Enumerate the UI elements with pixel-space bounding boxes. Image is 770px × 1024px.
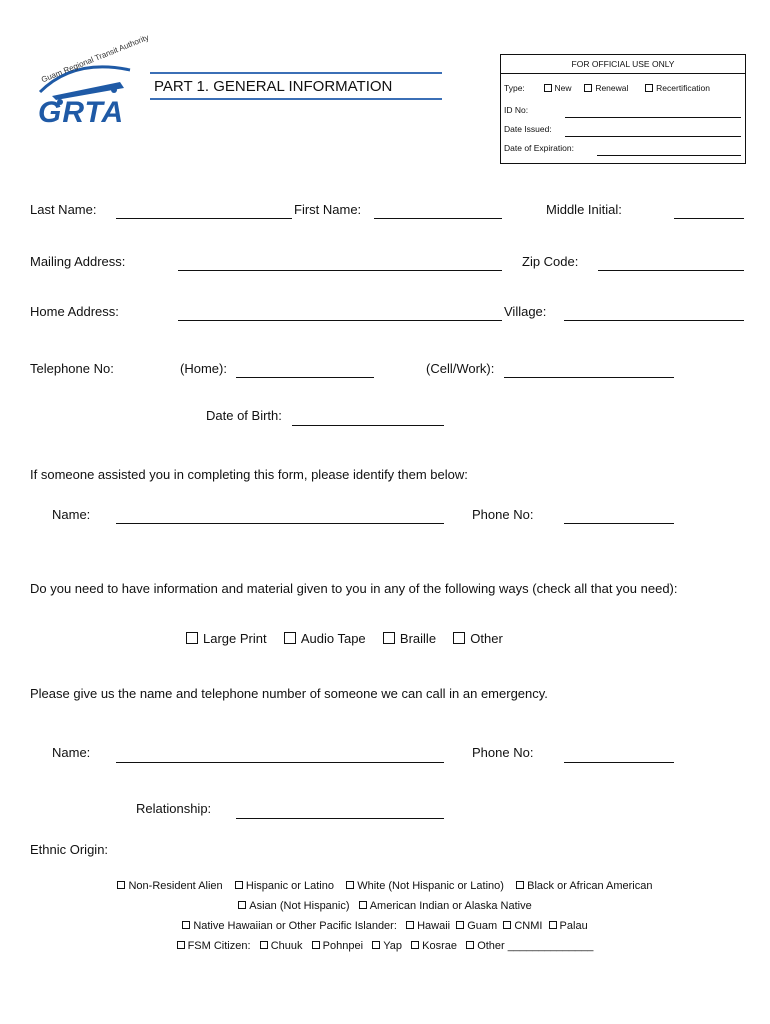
last-name-field[interactable]	[116, 218, 292, 219]
checkbox-icon	[186, 632, 198, 644]
page-title: PART 1. GENERAL INFORMATION	[154, 78, 393, 95]
checkbox-icon	[312, 941, 320, 949]
checkbox-icon	[359, 901, 367, 909]
type-new-checkbox[interactable]: New	[544, 83, 572, 93]
emergency-prompt: Please give us the name and telephone number of someone we can call in an emergency.	[30, 686, 548, 701]
relationship-field[interactable]	[236, 818, 444, 819]
cell-work-label: (Cell/Work):	[426, 361, 495, 376]
type-row	[504, 83, 710, 93]
asian-checkbox[interactable]: Asian (Not Hispanic)	[238, 900, 349, 912]
emergency-phone-field[interactable]	[564, 762, 674, 763]
fsm-citizen-checkbox[interactable]: FSM Citizen:	[177, 940, 251, 952]
yap-checkbox[interactable]: Yap	[372, 940, 402, 952]
mailing-address-field[interactable]	[178, 270, 502, 271]
checkbox-icon	[466, 941, 474, 949]
checkbox-icon	[260, 941, 268, 949]
american-indian-checkbox[interactable]: American Indian or Alaska Native	[359, 900, 532, 912]
type-label: Type:	[504, 83, 525, 93]
guam-checkbox[interactable]: Guam	[456, 920, 497, 932]
checkbox-icon	[549, 921, 557, 929]
emergency-name-label: Name:	[52, 745, 91, 760]
ethnic-row-3	[0, 920, 770, 932]
checkbox-icon	[177, 941, 185, 949]
chuuk-checkbox[interactable]: Chuuk	[260, 940, 303, 952]
ethnic-row-4	[0, 940, 770, 952]
mailing-address-label: Mailing Address:	[30, 254, 126, 269]
zip-code-field[interactable]	[598, 270, 744, 271]
ethnic-origin-label: Ethnic Origin:	[30, 842, 109, 857]
formats-prompt: Do you need to have information and material given to you in any of the following ways (check all that you need):	[30, 581, 678, 596]
village-label: Village:	[504, 304, 547, 319]
checkbox-icon	[516, 881, 524, 889]
checkbox-icon	[453, 632, 465, 644]
checkbox-icon	[372, 941, 380, 949]
id-label: ID No:	[504, 105, 529, 115]
non-resident-alien-checkbox[interactable]: Non-Resident Alien	[117, 880, 222, 892]
date-issued-field[interactable]	[565, 136, 741, 137]
home-phone-field[interactable]	[236, 377, 374, 378]
official-use-box	[500, 54, 746, 164]
last-name-label: Last Name:	[30, 202, 97, 217]
title-rule-bottom	[150, 98, 442, 100]
home-address-label: Home Address:	[30, 304, 119, 319]
kosrae-checkbox[interactable]: Kosrae	[411, 940, 457, 952]
other-ethnic-field[interactable]: ______________	[507, 940, 594, 952]
village-field[interactable]	[564, 320, 744, 321]
checkbox-icon	[645, 84, 653, 92]
checkbox-icon	[406, 921, 414, 929]
checkbox-icon	[284, 632, 296, 644]
emergency-name-field[interactable]	[116, 762, 444, 763]
assisted-prompt: If someone assisted you in completing this form, please identify them below:	[30, 467, 468, 482]
checkbox-icon	[383, 632, 395, 644]
dob-label: Date of Birth:	[206, 408, 282, 423]
checkbox-icon	[117, 881, 125, 889]
logo-arc-text: Guam Regional Transit Authority	[40, 32, 151, 85]
assisted-phone-label: Phone No:	[472, 507, 534, 522]
pohnpei-checkbox[interactable]: Pohnpei	[312, 940, 363, 952]
cnmi-checkbox[interactable]: CNMI	[503, 920, 542, 932]
formats-options	[186, 631, 503, 646]
hispanic-checkbox[interactable]: Hispanic or Latino	[235, 880, 334, 892]
checkbox-icon	[235, 881, 243, 889]
black-checkbox[interactable]: Black or African American	[516, 880, 652, 892]
braille-checkbox[interactable]: Braille	[383, 631, 436, 646]
emergency-phone-label: Phone No:	[472, 745, 534, 760]
relationship-label: Relationship:	[136, 801, 212, 816]
telephone-label: Telephone No:	[30, 361, 114, 376]
checkbox-icon	[544, 84, 552, 92]
ethnic-row-1	[0, 880, 770, 892]
pacific-islander-checkbox[interactable]: Native Hawaiian or Other Pacific Islander:	[182, 920, 397, 932]
ethnic-row-2	[0, 900, 770, 912]
official-heading: FOR OFFICIAL USE ONLY	[501, 55, 745, 74]
logo-abbr: GRTA	[38, 96, 125, 129]
type-recert-checkbox[interactable]: Recertification	[645, 83, 710, 93]
assisted-phone-field[interactable]	[564, 523, 674, 524]
other-format-checkbox[interactable]: Other	[453, 631, 503, 646]
checkbox-icon	[584, 84, 592, 92]
hawaii-checkbox[interactable]: Hawaii	[406, 920, 450, 932]
large-print-checkbox[interactable]: Large Print	[186, 631, 267, 646]
title-rule-top	[150, 72, 442, 74]
checkbox-icon	[182, 921, 190, 929]
white-checkbox[interactable]: White (Not Hispanic or Latino)	[346, 880, 504, 892]
checkbox-icon	[503, 921, 511, 929]
cell-work-field[interactable]	[504, 377, 674, 378]
middle-initial-field[interactable]	[674, 218, 744, 219]
palau-checkbox[interactable]: Palau	[549, 920, 588, 932]
type-renewal-checkbox[interactable]: Renewal	[584, 83, 628, 93]
checkbox-icon	[238, 901, 246, 909]
checkbox-icon	[456, 921, 464, 929]
date-expiration-field[interactable]	[597, 155, 741, 156]
date-expiration-label: Date of Expiration:	[504, 143, 574, 153]
first-name-field[interactable]	[374, 218, 502, 219]
dob-field[interactable]	[292, 425, 444, 426]
checkbox-icon	[346, 881, 354, 889]
first-name-label: First Name:	[294, 202, 362, 217]
zip-code-label: Zip Code:	[522, 254, 579, 269]
checkbox-icon	[411, 941, 419, 949]
audio-tape-checkbox[interactable]: Audio Tape	[284, 631, 366, 646]
home-phone-label: (Home):	[180, 361, 227, 376]
middle-initial-label: Middle Initial:	[546, 202, 622, 217]
other-ethnic-checkbox[interactable]: Other	[466, 940, 505, 952]
assisted-name-field[interactable]	[116, 523, 444, 524]
home-address-field[interactable]	[178, 320, 502, 321]
date-issued-label: Date Issued:	[504, 124, 552, 134]
assisted-name-label: Name:	[52, 507, 91, 522]
id-field[interactable]	[565, 117, 741, 118]
